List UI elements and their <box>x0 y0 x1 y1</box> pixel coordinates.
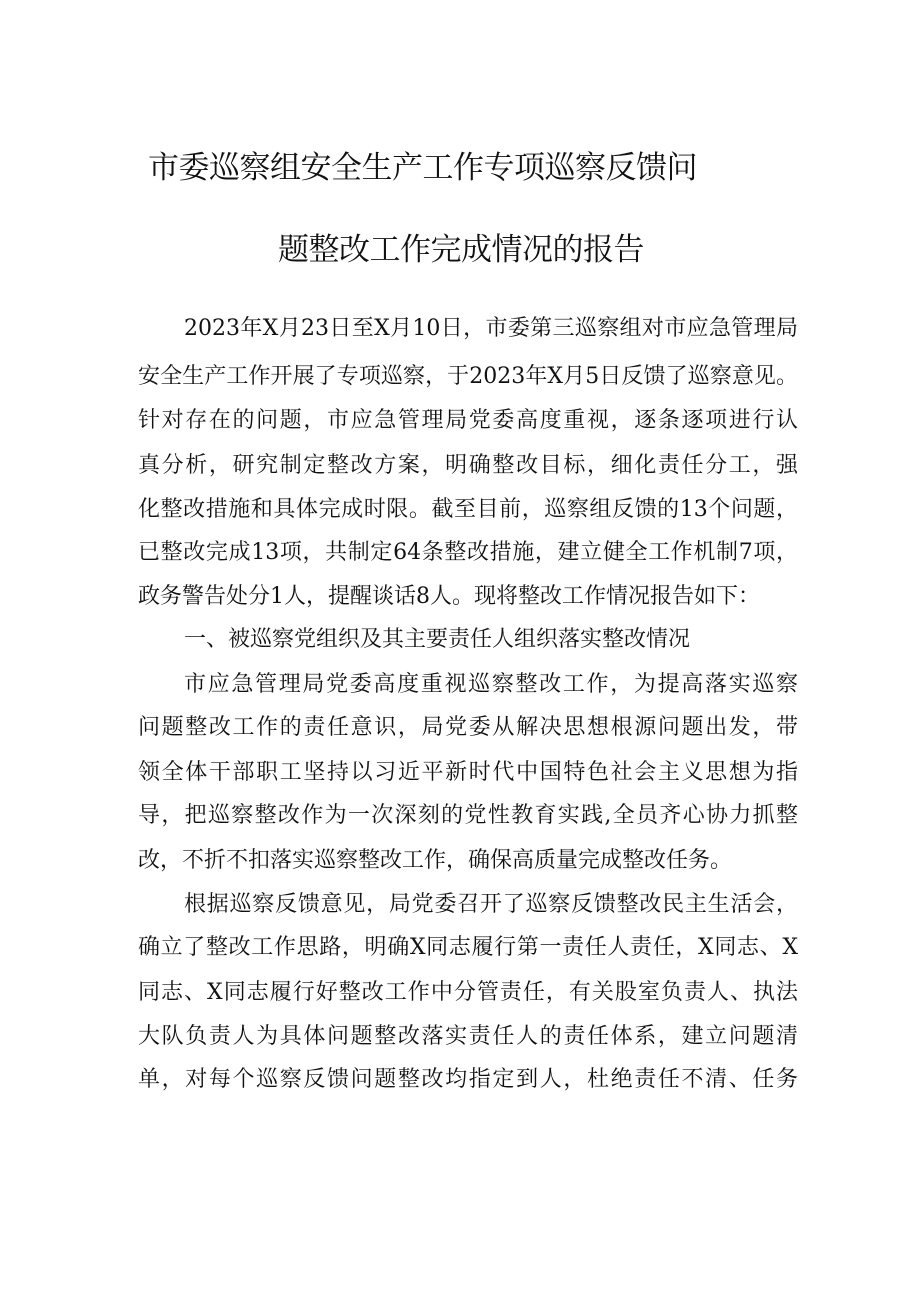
paragraph-1-line-2: 安全生产工作开展了专项巡察，于2023年X月5日反馈了巡察意见。 <box>138 364 798 389</box>
paragraph-3-line-2: 确立了整改工作思路，明确X同志履行第一责任人责任，X同志、X <box>138 935 798 960</box>
paragraph-1-line-1: 2023年X月23日至X月10日，市委第三巡察组对市应急管理局 <box>184 316 798 341</box>
paragraph-3-line-4: 大队负责人为具体问题整改落实责任人的责任体系，建立问题清 <box>138 1024 798 1049</box>
document-title-line-2: 题整改工作完成情况的报告 <box>278 232 644 268</box>
paragraph-1-line-3: 针对存在的问题，市应急管理局党委高度重视，逐条逐项进行认 <box>138 408 798 433</box>
paragraph-1-line-6: 已整改完成13项，共制定64条整改措施，建立健全工作机制7项， <box>138 540 798 565</box>
paragraph-2-line-2: 问题整改工作的责任意识，局党委从解决思想根源问题出发，带 <box>138 715 798 740</box>
section-1-heading: 一、被巡察党组织及其主要责任人组织落实整改情况 <box>184 627 691 652</box>
document-title-line-1: 市委巡察组安全生产工作专项巡察反馈问 <box>148 150 697 186</box>
paragraph-1-line-4: 真分析，研究制定整改方案，明确整改目标，细化责任分工，强 <box>138 453 798 478</box>
paragraph-2-line-3: 领全体干部职工坚持以习近平新时代中国特色社会主义思想为指 <box>138 760 798 785</box>
paragraph-2-line-4: 导，把巡察整改作为一次深刻的党性教育实践,全员齐心协力抓整 <box>138 803 798 828</box>
paragraph-3-line-1: 根据巡察反馈意见，局党委召开了巡察反馈整改民主生活会， <box>184 892 798 917</box>
paragraph-2-line-1: 市应急管理局党委高度重视巡察整改工作，为提高落实巡察 <box>184 672 798 697</box>
paragraph-3-line-5: 单，对每个巡察反馈问题整改均指定到人，杜绝责任不清、任务 <box>138 1067 798 1092</box>
paragraph-3-line-3: 同志、X同志履行好整改工作中分管责任，有关股室负责人、执法 <box>138 980 798 1005</box>
paragraph-1-line-5: 化整改措施和具体完成时限。截至目前，巡察组反馈的13个问题， <box>138 497 798 522</box>
paragraph-2-line-5: 改，不折不扣落实巡察整改工作，确保高质量完成整改任务。 <box>138 848 733 873</box>
paragraph-1-line-7: 政务警告处分1人，提醒谈话8人。现将整改工作情况报告如下： <box>138 584 760 609</box>
